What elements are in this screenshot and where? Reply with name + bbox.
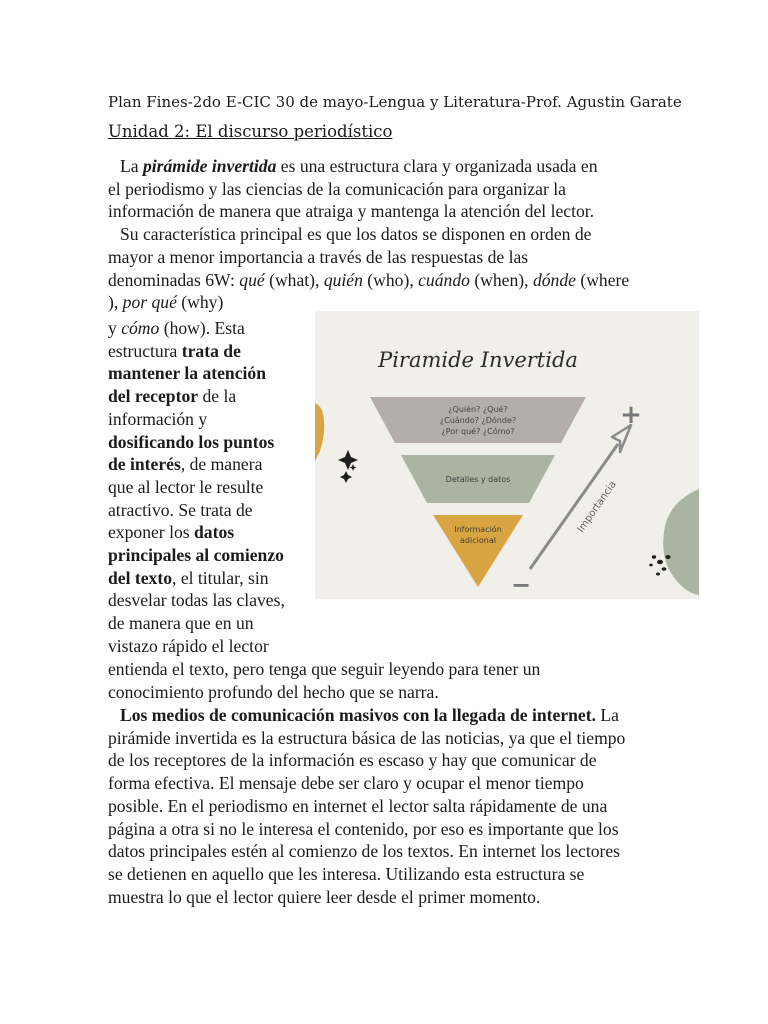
minus-icon: − [510, 571, 532, 599]
paragraph-wrapped [108, 317, 308, 658]
inverted-pyramid-figure [315, 311, 699, 599]
text-line: mayor a menor importancia a través de las respuestas de las [108, 246, 529, 267]
text-line: información de manera que atraiga y mantenga la atención del lector. [108, 201, 595, 222]
text-line: ), por qué (why) [108, 292, 224, 313]
text-line: mantener la atención [108, 363, 267, 384]
text-line: entienda el texto, pero tenga que seguir leyendo para tener un [108, 659, 541, 679]
green-accent-shape [663, 489, 699, 595]
text-line: atractivo. Se trata de [108, 499, 253, 520]
text-line: se detienen en aquello que les interesa. Utilizando esta estructura se [108, 863, 585, 884]
text-line: pirámide invertida es la estructura básica de las noticias, ya que el tiempo [108, 727, 626, 748]
text-line: página a otra si no le interesa el contenido, por eso es importante que los [108, 818, 619, 839]
unit-title: Unidad 2: El discurso periodístico [108, 122, 393, 141]
level-1-line: ¿Quién? ¿Qué? [448, 405, 508, 414]
text-line: La pirámide invertida es una estructura clara y organizada usada en [120, 156, 598, 176]
text-line: estructura trata de [108, 340, 241, 361]
inverted-pyramid-diagram [315, 311, 699, 599]
text-line: principales al comienzo [108, 545, 284, 566]
level-1-line: ¿Cuándo? ¿Dónde? [439, 416, 517, 425]
text-line: información y [108, 408, 208, 429]
paragraph-internet [108, 704, 668, 908]
text-line: del texto, el titular, sin [108, 567, 269, 588]
level-3-line: adicional [460, 536, 496, 545]
text-line: el periodismo y las ciencias de la comunicación para organizar la [108, 178, 566, 199]
sparkle-icon [338, 450, 358, 483]
plus-icon: + [620, 400, 642, 430]
text-line: de manera que en un [108, 613, 254, 634]
text-line: datos principales estén al comienzo de los textos. En internet los lectores [108, 841, 621, 862]
level-1-line: ¿Por qué? ¿Cómo? [441, 427, 515, 436]
text-line: vistazo rápido el lector [108, 635, 269, 656]
figure-title: Piramide Invertida [378, 348, 578, 372]
text-line: dosificando los puntos [108, 431, 275, 452]
text-line: exponer los datos [108, 522, 235, 543]
text-line: posible. En el periodismo en internet el lector salta rápidamente de una [108, 795, 608, 816]
text-line: de los receptores de la información es escaso y hay que comunicar de [108, 750, 597, 771]
paragraph-continuation [108, 658, 668, 703]
text-line: Su característica principal es que los datos se disponen en orden de [120, 224, 592, 245]
text-line: Los medios de comunicación masivos con la llegada de internet. La [120, 705, 619, 725]
text-line: forma efectiva. El mensaje debe ser claro y ocupar el menor tiempo [108, 773, 584, 794]
text-line: conocimiento profundo del hecho que se narra. [108, 681, 439, 702]
level-3-line: Información [454, 525, 502, 534]
importance-label: Importancia [575, 479, 619, 535]
text-line: y cómo (how). Esta [108, 318, 245, 338]
document-header: Plan Fines-2do E-CIC 30 de mayo-Lengua y Literatura-Prof. Agustin Garate [108, 93, 682, 111]
text-line: del receptor de la [108, 386, 237, 407]
paragraph-intro [108, 155, 668, 314]
level-2-label: Detalles y datos [445, 475, 511, 484]
text-line: desvelar todas las claves, [108, 590, 285, 611]
text-line: de interés, de manera [108, 454, 263, 475]
text-line: denominadas 6W: qué (what), quién (who), cuándo (when), dónde (where [108, 269, 630, 290]
text-line: muestra lo que el lector quiere leer desde el primer momento. [108, 886, 541, 907]
gold-accent-shape [315, 403, 324, 461]
text-line: que al lector le resulte [108, 476, 264, 497]
